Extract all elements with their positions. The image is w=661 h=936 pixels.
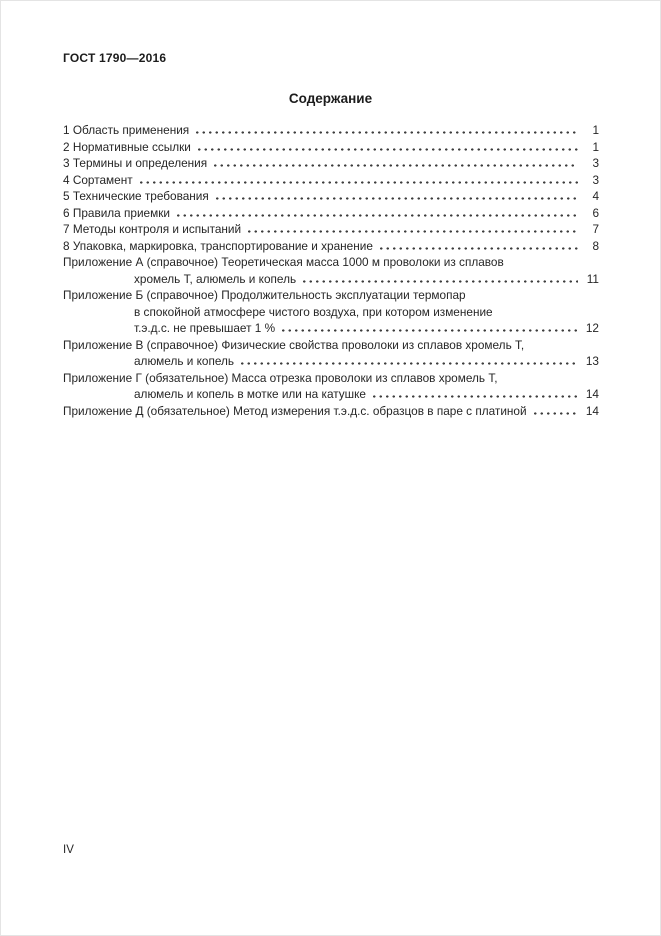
- dot-leader: [301, 280, 578, 283]
- toc-entry: [63, 172, 599, 189]
- toc-page-number: 7: [592, 222, 599, 236]
- dot-leader: [212, 164, 578, 167]
- dot-leader: [239, 362, 578, 365]
- dot-leader: [532, 412, 578, 415]
- dot-leader: [175, 214, 578, 217]
- toc-entry: [63, 337, 599, 370]
- toc-line: [63, 172, 599, 189]
- dot-leader: [138, 181, 578, 184]
- toc-entry: [63, 403, 599, 420]
- toc-entry-title: Приложение А (справочное) Теоретическая масса 1000 м проволоки из сплавов: [63, 255, 504, 269]
- toc-page-number: 14: [585, 403, 599, 418]
- toc-entry-title: хромель Т, алюмель и копель: [134, 271, 297, 286]
- toc-entry-title: Приложение Г (обязательное) Масса отрезка проволоки из сплавов хромель Т,: [63, 370, 498, 385]
- dot-leader: [280, 329, 578, 332]
- toc-line: [63, 221, 599, 238]
- toc-entry: [63, 139, 599, 156]
- toc-entry-title: в спокойной атмосфере чистого воздуха, при котором изменение: [134, 304, 493, 319]
- toc-line: [63, 353, 599, 370]
- toc-entry-title: Приложение В (справочное) Физические свойства проволоки из сплавов хромель Т,: [63, 337, 525, 352]
- toc-page-number: 6: [592, 205, 599, 220]
- toc-entry: [63, 221, 599, 238]
- toc-list: [63, 122, 599, 419]
- toc-entry-title: 2 Нормативные ссылки: [63, 139, 191, 154]
- toc-line: [63, 304, 599, 321]
- document-code: ГОСТ 1790—2016: [63, 51, 167, 65]
- toc-line: [63, 122, 599, 139]
- toc-page-number: 4: [592, 189, 599, 203]
- toc-line: [63, 337, 599, 354]
- toc-entry: [63, 205, 599, 222]
- toc-title: Содержание: [288, 91, 373, 106]
- toc-page-number: 11: [586, 271, 599, 286]
- page-number-footer: IV: [63, 844, 74, 856]
- toc-line: [63, 386, 599, 403]
- toc-page-number: 1: [592, 123, 599, 137]
- toc-entry-title: 1 Область применения: [63, 123, 190, 137]
- toc-line: [63, 238, 599, 255]
- toc-line: [63, 188, 599, 205]
- toc-page-number: 13: [585, 354, 599, 368]
- toc-page-number: 14: [585, 387, 599, 401]
- toc-entry: [63, 155, 599, 172]
- toc-entry: [63, 287, 599, 337]
- dot-leader: [378, 247, 578, 250]
- toc-line: [63, 370, 599, 387]
- toc-page-number: 8: [592, 238, 599, 253]
- toc-entry-title: 5 Технические требования: [63, 189, 209, 203]
- toc-entry-title: Приложение Д (обязательное) Метод измерения т.э.д.с. образцов в паре с платиной: [63, 403, 527, 418]
- toc-entry-title: 3 Термины и определения: [63, 156, 208, 170]
- toc-entry-title: 7 Методы контроля и испытаний: [63, 222, 242, 236]
- toc-line: [63, 403, 599, 420]
- toc-entry-title: 6 Правила приемки: [63, 205, 170, 220]
- toc-line: [63, 320, 599, 337]
- toc-entry-title: алюмель и копель в мотке или на катушке: [134, 387, 366, 401]
- toc-entry: [63, 122, 599, 139]
- toc-line: [63, 139, 599, 156]
- toc-page-number: 12: [585, 321, 599, 335]
- dot-leader: [196, 148, 578, 151]
- toc-line: [63, 287, 599, 304]
- dot-leader: [246, 230, 578, 233]
- toc-entry-title: Приложение Б (справочное) Продолжительность эксплуатации термопар: [63, 288, 466, 302]
- toc-line: [63, 254, 599, 271]
- toc-entry: [63, 254, 599, 287]
- toc-entry-title: алюмель и копель: [134, 354, 235, 368]
- toc-line: [63, 155, 599, 172]
- dot-leader: [194, 131, 578, 134]
- toc-page-number: 3: [592, 172, 599, 187]
- toc-entry-title: т.э.д.с. не превышает 1 %: [134, 321, 276, 335]
- toc-entry: [63, 188, 599, 205]
- toc-entry: [63, 370, 599, 403]
- dot-leader: [371, 395, 578, 398]
- toc-entry-title: 8 Упаковка, маркировка, транспортирование и хранение: [63, 238, 373, 253]
- toc-entry-title: 4 Сортамент: [63, 172, 133, 187]
- toc-line: [63, 271, 599, 288]
- toc-page-number: 1: [592, 139, 599, 154]
- toc-line: [63, 205, 599, 222]
- dot-leader: [214, 197, 578, 200]
- toc-entry: [63, 238, 599, 255]
- toc-page-number: 3: [592, 156, 599, 170]
